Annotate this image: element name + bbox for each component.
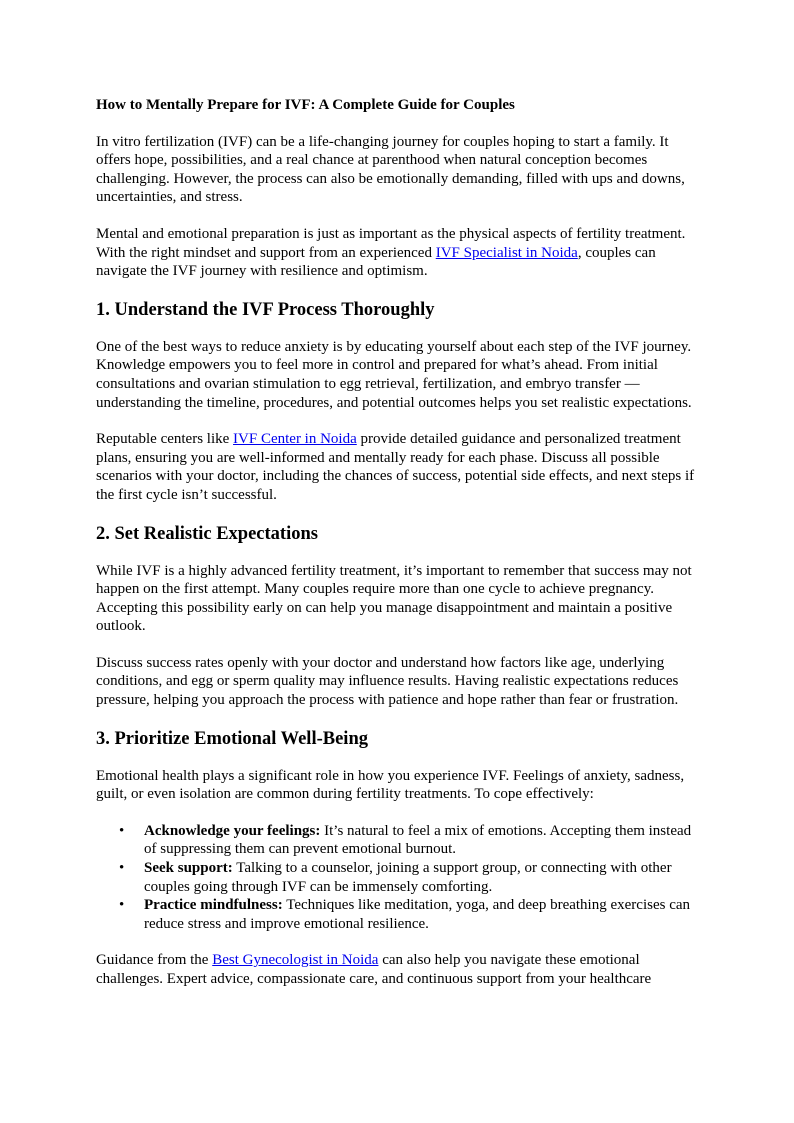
section-3-heading: 3. Prioritize Emotional Well-Being — [96, 728, 368, 749]
list-item-label: Acknowledge your feelings: — [144, 822, 321, 839]
list-item-label: Practice mindfulness: — [144, 897, 283, 914]
section-2-paragraph-1: While IVF is a highly advanced fertility treatment, it’s important to remember that success may not happen on the first attempt. Many couples require more than one cycle to achieve pregnancy. Accepting this possibility early on can help you manage disappointment and maintain a positive outlook. — [96, 562, 692, 635]
list-item-text: It’s natural to feel a mix of emotions. Accepting them instead of suppressing them can prevent emotional burnout. — [144, 822, 692, 858]
intro-paragraph-2-text-a: Mental and emotional preparation is just as important as the physical aspects of fertility treatment. With the right mindset and support from an experienced — [96, 225, 686, 261]
bullet-icon: • — [119, 860, 125, 877]
intro-paragraph-2-text-b: , couples can navigate the IVF journey with resilience and optimism. — [96, 244, 656, 280]
section-1-heading: 1. Understand the IVF Process Thoroughly — [96, 299, 435, 320]
list-item-text: Techniques like meditation, yoga, and deep breathing exercises can reduce stress and improve emotional resilience. — [144, 897, 691, 932]
list-item — [119, 896, 700, 933]
list-item — [119, 822, 700, 859]
ivf-specialist-link[interactable]: IVF Specialist in Noida — [435, 244, 578, 261]
best-gynecologist-link[interactable]: Best Gynecologist in Noida — [212, 952, 379, 969]
section-3-paragraph-1: Emotional health plays a significant role in how you experience IVF. Feelings of anxiety, sadness, guilt, or even isolation are common during fertility treatments. To cope effectively: — [96, 767, 685, 803]
section-3-paragraph-2-text-b: can also help you navigate these emotional challenges. Expert advice, compassionate care, and continuous support from your healthcare — [96, 952, 652, 987]
bullet-icon: • — [119, 897, 125, 914]
intro-paragraph-2 — [96, 225, 700, 281]
section-1-paragraph-2 — [96, 430, 700, 504]
bullet-icon: • — [119, 822, 125, 839]
section-2-paragraph-2: Discuss success rates openly with your doctor and understand how factors like age, underlying conditions, and egg or sperm quality may influence results. Having realistic expectations reduces pressure, helping you approach the process with patience and hope rather than fear or frustration. — [96, 654, 679, 709]
list-item — [119, 859, 700, 896]
section-2-heading: 2. Set Realistic Expectations — [96, 523, 318, 544]
list-item-text: Talking to a counselor, joining a support group, or connecting with other couples going through IVF can be immensely comforting. — [144, 860, 672, 895]
document-page — [96, 96, 700, 1007]
coping-list — [96, 822, 700, 934]
section-1-paragraph-2-text-a: Reputable centers like — [96, 431, 234, 448]
section-1-paragraph-2-text-b: provide detailed guidance and personalized treatment plans, ensuring you are well-informed and mentally ready for each phase. Discuss all possible scenarios with your doctor, including the chances of success, potential side effects, and next steps if the first cycle isn’t successful. — [96, 431, 695, 503]
list-item-label: Seek support: — [144, 860, 233, 877]
section-3-paragraph-2-text-a: Guidance from the — [96, 952, 213, 969]
intro-paragraph-1: In vitro fertilization (IVF) can be a life-changing journey for couples hoping to start a family. It offers hope, possibilities, and a real chance at parenthood when natural conception becomes challenging. However, the process can also be emotionally demanding, filled with ups and downs, uncertainties, and stress. — [96, 133, 685, 206]
section-1-paragraph-1: One of the best ways to reduce anxiety is by educating yourself about each step of the IVF journey. Knowledge empowers you to feel more in control and prepared for what’s ahead. From initial consultations and ovarian stimulation to egg retrieval, fertilization, and embryo transfer — understanding the timeline, procedures, and potential outcomes helps you set realistic expectations. — [96, 338, 692, 411]
ivf-center-link[interactable]: IVF Center in Noida — [233, 431, 357, 448]
document-title: How to Mentally Prepare for IVF: A Complete Guide for Couples — [96, 97, 515, 113]
section-3-paragraph-2 — [96, 951, 700, 988]
